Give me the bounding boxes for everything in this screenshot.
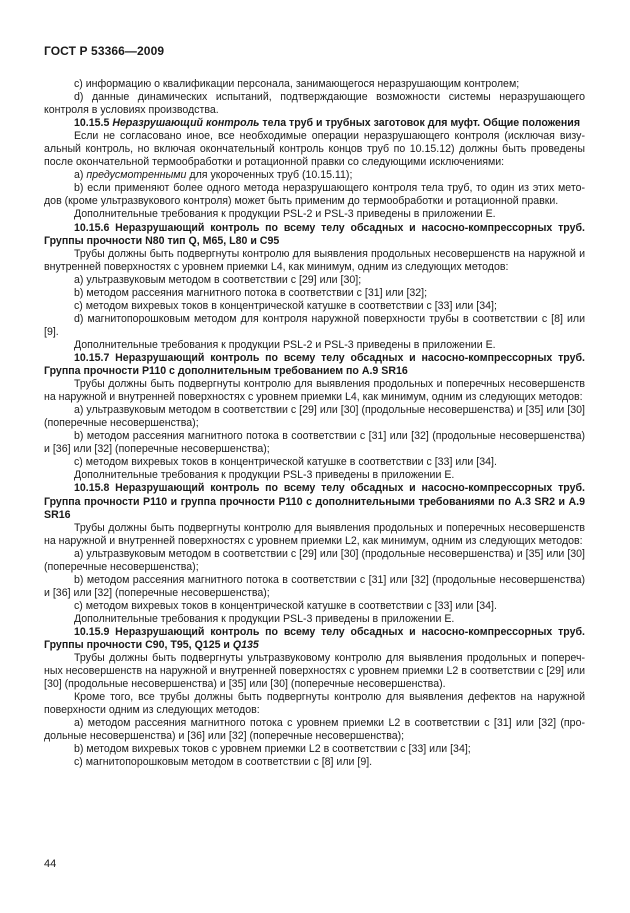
list-item: c) методом вихревых токов в концентрической катушке в соответствии с [33] или [34]. xyxy=(74,456,497,469)
page-number: 44 xyxy=(44,858,57,870)
paragraph: Дополнительные требования к продукции PSL-2 и PSL-3 приведены в приложении Е. xyxy=(74,338,496,351)
list-item: b) если применяют более одного метода неразрушающего контроля тела труб, то один из этих методов (кроме ультразвукового контроля) может быть применим до термообработки и ротационной правки. xyxy=(44,182,585,208)
list-item: d) магнитопорошковым методом для контроля наружной поверхности трубы в соответствии с [8] или [9]. xyxy=(44,312,585,338)
list-item: b) методом рассеяния магнитного потока в соответствии с [31] или [32] (продольные несовершенства) и [36] или [32] (поперечные несовершенства); xyxy=(44,430,585,456)
section-heading-italic: Q135 xyxy=(232,639,259,652)
paragraph: c) информацию о квалификации персонала, занимающегося неразрушающим контролем; xyxy=(74,78,520,90)
paragraph: Если не согласовано иное, все необходимые операции неразрушающего контроля (исключая визуальный контроль, но включая окончательный контроль концов труб по 10.15.12) должны быть проведены после окончательной термообработки и ротационной правки со следующими исключениями: xyxy=(44,130,585,169)
section-heading-text: 10.15.9 Неразрушающий контроль по всему телу обсадных и насосно-компрессорных труб. Группы прочности C90, T95, Q125 и xyxy=(44,625,585,652)
list-item: a) ультразвуковым методом в соответствии с [29] или [30] (продольные несовершенства) и [35] или [30] (поперечные несовершенства); xyxy=(44,547,585,573)
paragraph: d) данные динамических испытаний, подтверждающие возможности системы неразрушающего контроля в условиях производства. xyxy=(44,91,585,117)
section-heading xyxy=(44,117,585,130)
paragraph: Дополнительные требования к продукции PSL-3 приведены в приложении Е. xyxy=(74,469,455,482)
section-heading-italic: Неразрушающий контроль xyxy=(112,117,260,130)
page-body xyxy=(44,78,585,769)
paragraph: Дополнительные требования к продукции PSL-2 и PSL-3 приведены в приложении Е. xyxy=(74,208,496,221)
list-item xyxy=(44,169,585,182)
list-item: c) методом вихревых токов в концентрической катушке в соответствии с [33] или [34]. xyxy=(74,599,497,612)
section-heading: 10.15.8 Неразрушающий контроль по всему телу обсадных и насосно-компрессорных труб. Группа прочности P110 и группа прочности P110 с дополнительными требованиями по A.3 SR2 и A.9 SR16 xyxy=(44,482,585,521)
paragraph: Дополнительные требования к продукции PSL-3 приведены в приложении Е. xyxy=(74,612,455,625)
list-item-text: для укороченных труб (10.15.11); xyxy=(186,169,353,182)
paragraph: Трубы должны быть подвергнуты контролю для выявления продольных и поперечных несовершенств на наружной и внутренней поверхностях с уровнем приемки L2, как минимум, одним из следующих методов: xyxy=(44,521,585,547)
section-heading: 10.15.7 Неразрушающий контроль по всему телу обсадных и насосно-компрессорных труб. Группа прочности P110 с дополнительным требованием по A.9 SR16 xyxy=(44,351,585,378)
list-marker: a) xyxy=(74,169,87,182)
paragraph: Трубы должны быть подвергнуты ультразвуковому контролю для выявления продольных и поперечных несовершенств на наружной и внутренней поверхностях с уровнем приемки L2 в соответствии с [29] или [30] (продольные несовершенства) и [35] или [30] (поперечные несовершенства). xyxy=(44,652,585,691)
list-item: b) методом рассеяния магнитного потока в соответствии с [31] или [32] (продольные несовершенства) и [36] или [32] (поперечные несовершенства); xyxy=(44,573,585,599)
paragraph: Кроме того, все трубы должны быть подвергнуты контролю для выявления дефектов на наружной поверхности одним из следующих методов: xyxy=(44,691,585,717)
list-item: b) методом рассеяния магнитного потока в соответствии с [31] или [32]; xyxy=(74,286,428,299)
list-item: c) магнитопорошковым методом в соответствии с [8] или [9]. xyxy=(74,756,373,769)
document-header: ГОСТ Р 53366—2009 xyxy=(44,44,165,58)
list-item: a) ультразвуковым методом в соответствии с [29] или [30]; xyxy=(74,273,362,286)
list-item: a) методом рассеяния магнитного потока с уровнем приемки L2 в соответствии с [31] или [32] (продольные несовершенства) и [36] или [32] (поперечные несовершенства); xyxy=(44,717,585,743)
section-heading-text: тела труб и трубных заготовок для муфт. Общие положения xyxy=(259,117,581,130)
list-item: b) методом вихревых токов с уровнем приемки L2 в соответствии с [33] или [34]; xyxy=(74,743,471,756)
section-heading: 10.15.6 Неразрушающий контроль по всему телу обсадных и насосно-компрессорных труб. Группы прочности N80 тип Q, M65, L80 и C95 xyxy=(44,221,585,247)
paragraph: Трубы должны быть подвергнуты контролю для выявления продольных и поперечных несовершенств на наружной и внутренней поверхностях с уровнем приемки L4, как минимум, одним из следующих методов: xyxy=(44,378,585,404)
list-item-italic: предусмотренными xyxy=(86,169,187,182)
section-number: 10.15.5 xyxy=(74,117,110,130)
section-heading xyxy=(44,626,585,652)
list-item: a) ультразвуковым методом в соответствии с [29] или [30] (продольные несовершенства) и [35] или [30] (поперечные несовершенства); xyxy=(44,404,585,430)
list-item: c) методом вихревых токов в концентрической катушке в соответствии с [33] или [34]; xyxy=(74,299,497,312)
paragraph: Трубы должны быть подвергнуты контролю для выявления продольных несовершенств на наружной и внутренней поверхностях с уровнем приемки L4, как минимум, одним из следующих методов: xyxy=(44,247,585,273)
